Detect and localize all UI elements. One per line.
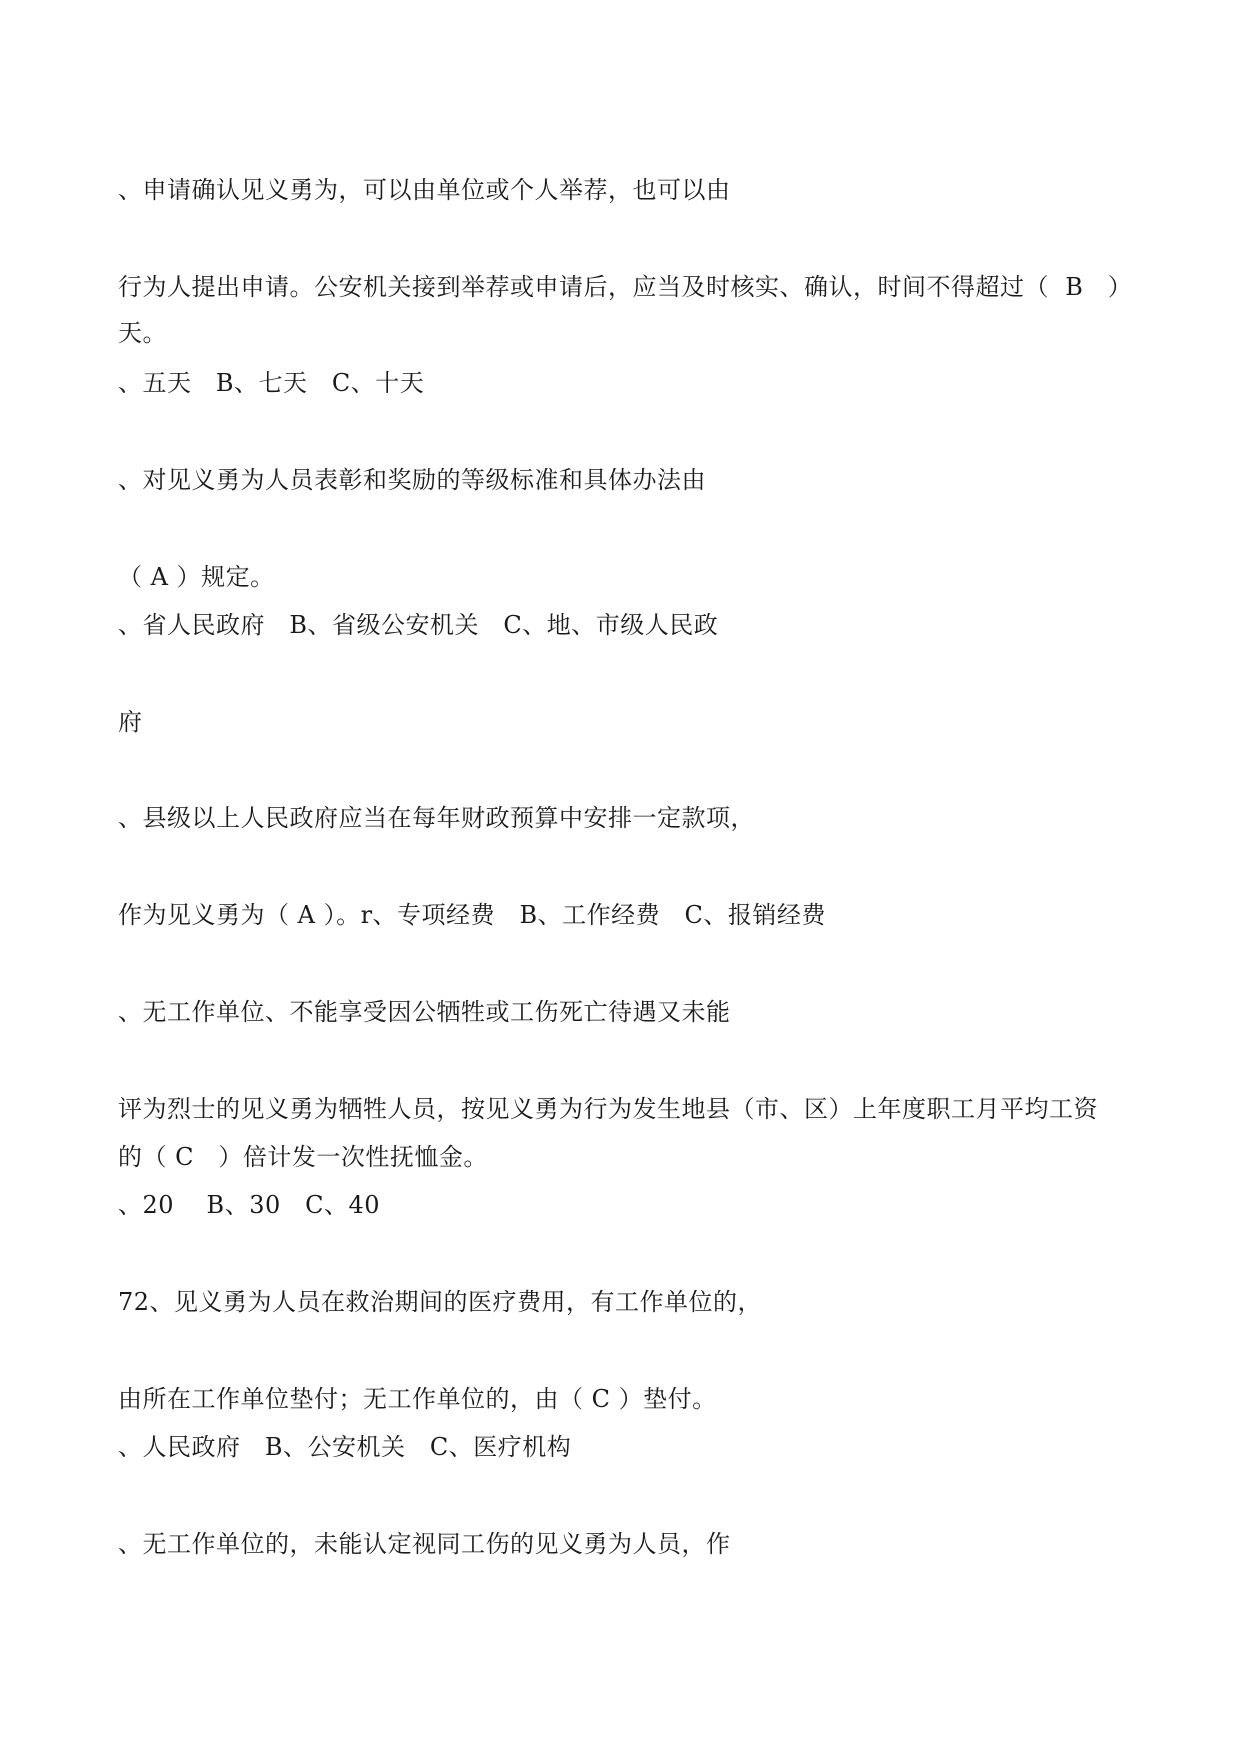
- answer-options-line: 、人民政府 B、公安机关 C、医疗机构: [118, 1433, 572, 1461]
- question-text-line: 的（ C ）倍计发一次性抚恤金。: [118, 1143, 488, 1171]
- answer-options-line: 、20 B、30 C、40: [118, 1191, 381, 1219]
- question-text-line: 评为烈士的见义勇为牺牲人员，按见义勇为行为发生地县（市、区）上年度职工月平均工资: [118, 1095, 1098, 1123]
- question-intro-line: 、申请确认见义勇为，可以由单位或个人举荐，也可以由: [118, 176, 731, 204]
- question-intro-line: 72、见义勇为人员在救治期间的医疗费用，有工作单位的，: [118, 1288, 763, 1316]
- answer-options-line: 、五天 B、七天 C、十天: [118, 369, 425, 397]
- question-text-line: （ A ）规定。: [118, 563, 275, 591]
- answer-options-line: 、省人民政府 B、省级公安机关 C、地、市级人民政: [118, 611, 719, 639]
- question-intro-line: 、县级以上人民政府应当在每年财政预算中安排一定款项，: [118, 804, 755, 832]
- question-text-line: 行为人提出申请。公安机关接到举荐或申请后，应当及时核实、确认，时间不得超过（ B ）: [118, 273, 1133, 301]
- question-intro-line: 、无工作单位的，未能认定视同工伤的见义勇为人员，作: [118, 1530, 731, 1558]
- answer-options-continuation-line: 府: [118, 708, 143, 736]
- question-intro-line: 、对见义勇为人员表彰和奖励的等级标准和具体办法由: [118, 466, 706, 494]
- question-text-line: 由所在工作单位垫付；无工作单位的，由（ C ）垫付。: [118, 1385, 717, 1413]
- question-intro-line: 、无工作单位、不能享受因公牺牲或工伤死亡待遇又未能: [118, 998, 731, 1026]
- question-and-options-line: 作为见义勇为（ A ）。r、专项经费 B、工作经费 C、报销经费: [118, 901, 826, 929]
- question-text-line: 天。: [118, 319, 167, 347]
